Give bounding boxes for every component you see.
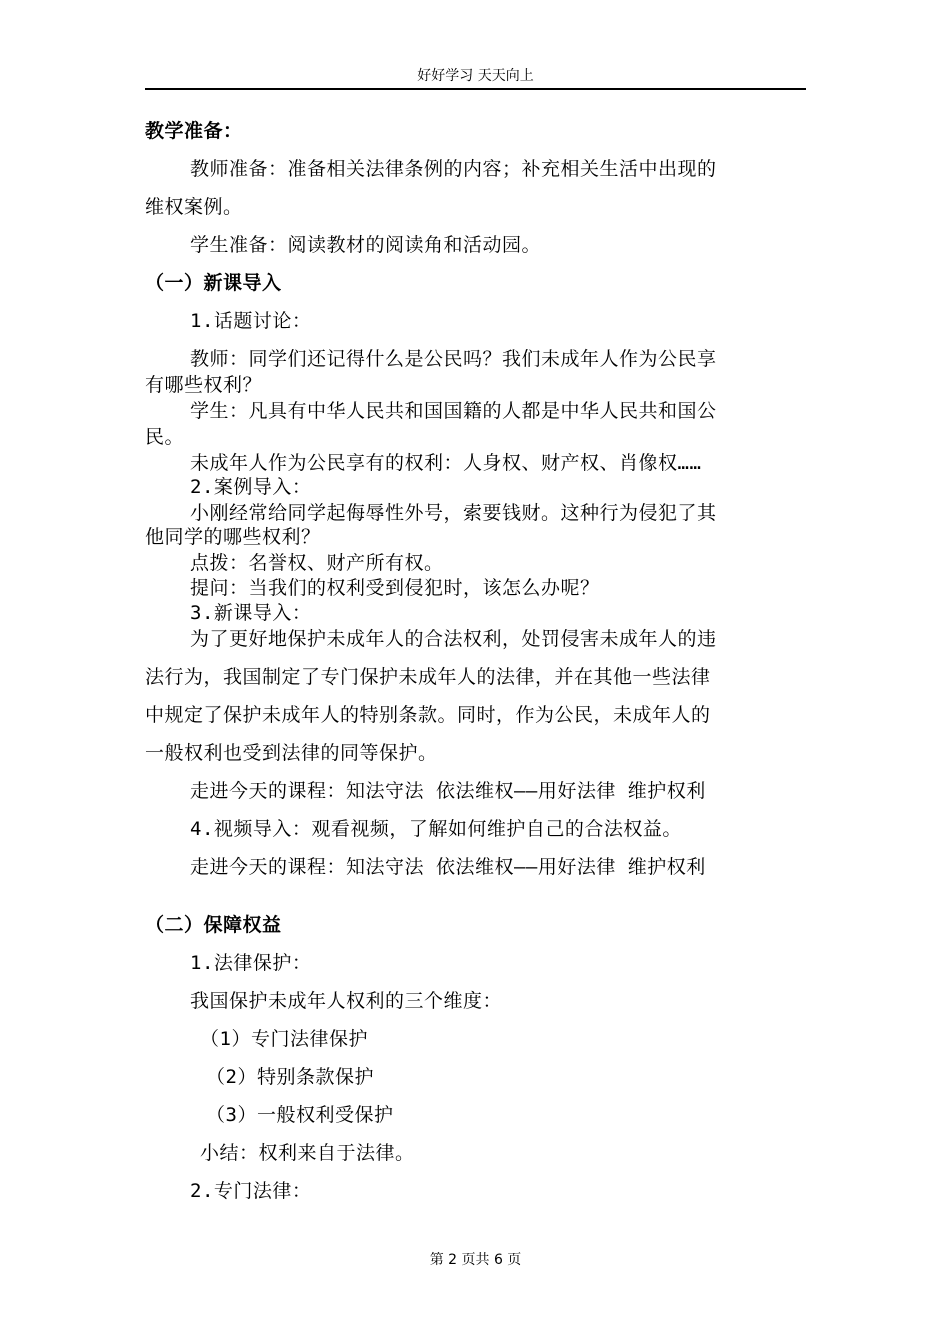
prep-title: 教学准备：: [145, 120, 243, 142]
s2-item-2: 2.专门法律：: [190, 1180, 312, 1202]
s1-student-line-1: 学生：凡具有中华人民共和国国籍的人都是中华人民共和国公: [190, 400, 717, 422]
s1-course-2: 走进今天的课程：知法守法 依法维权——用好法律 维护权利: [190, 856, 706, 878]
s2-dimension-2: （2）特别条款保护: [206, 1066, 374, 1088]
s2-dimension-3: （3）一般权利受保护: [206, 1104, 394, 1126]
s1-teacher-line-1: 教师：同学们还记得什么是公民吗？我们未成年人作为公民享: [190, 348, 717, 370]
s2-summary: 小结：权利来自于法律。: [200, 1142, 415, 1164]
s1-teacher-line-2: 有哪些权利？: [145, 374, 263, 396]
s1-rights: 未成年人作为公民享有的权利：人身权、财产权、肖像权……: [190, 452, 702, 474]
section-1-title: （一）新课导入: [145, 272, 282, 294]
s1-item-1: 1.话题讨论：: [190, 310, 312, 332]
s1-hint: 点拨：名誉权、财产所有权。: [190, 552, 444, 574]
s1-item-3: 3.新课导入：: [190, 602, 312, 624]
s1-intro-line-2: 法行为，我国制定了专门保护未成年人的法律，并在其他一些法律: [145, 666, 711, 688]
student-prep: 学生准备：阅读教材的阅读角和活动园。: [190, 234, 542, 256]
s1-course-1: 走进今天的课程：知法守法 依法维权——用好法律 维护权利: [190, 780, 706, 802]
s2-dimension-1: （1）专门法律保护: [200, 1028, 368, 1050]
s1-intro-line-4: 一般权利也受到法律的同等保护。: [145, 742, 438, 764]
s1-student-line-2: 民。: [145, 426, 185, 448]
s1-intro-line-1: 为了更好地保护未成年人的合法权利，处罚侵害未成年人的违: [190, 628, 717, 650]
s1-item-4: 4.视频导入：观看视频，了解如何维护自己的合法权益。: [190, 818, 682, 840]
s1-intro-line-3: 中规定了保护未成年人的特别条款。同时，作为公民，未成年人的: [145, 704, 711, 726]
teacher-prep-line-1: 教师准备：准备相关法律条例的内容；补充相关生活中出现的: [190, 158, 717, 180]
page-footer: 第 2 页共 6 页: [429, 1252, 522, 1268]
s1-case-line-1: 小刚经常给同学起侮辱性外号，索要钱财。这种行为侵犯了其: [190, 502, 717, 524]
s1-question: 提问：当我们的权利受到侵犯时，该怎么办呢？: [190, 577, 600, 599]
s2-item-1: 1.法律保护：: [190, 952, 312, 974]
header-rule: [145, 88, 806, 90]
teacher-prep-line-2: 维权案例。: [145, 196, 243, 218]
page-header: 好好学习 天天向上: [417, 68, 534, 84]
s1-case-line-2: 他同学的哪些权利？: [145, 526, 321, 548]
s2-dimensions: 我国保护未成年人权利的三个维度：: [190, 990, 503, 1012]
s1-item-2: 2.案例导入：: [190, 476, 312, 498]
section-2-title: （二）保障权益: [145, 914, 282, 936]
